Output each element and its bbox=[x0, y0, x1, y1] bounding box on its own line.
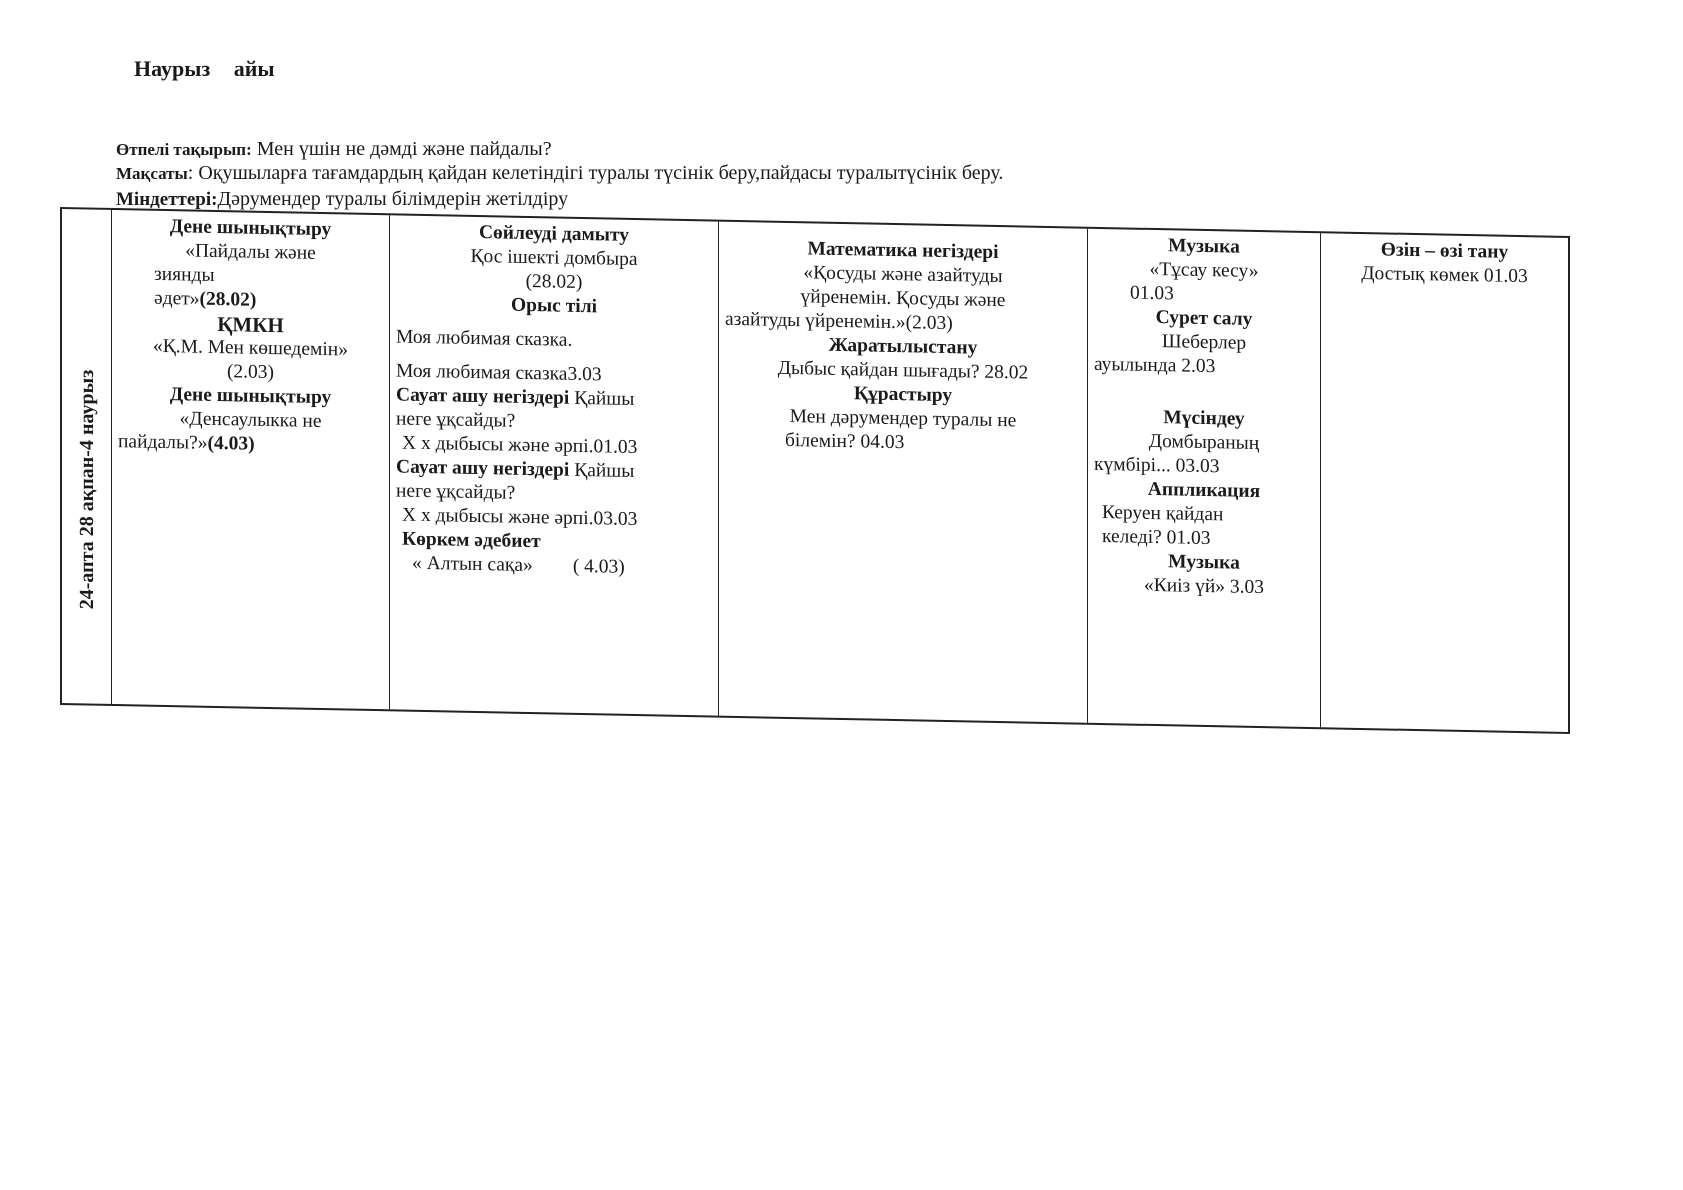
lesson-text: «Пайдалы және bbox=[185, 240, 316, 264]
lesson-text: зиянды bbox=[154, 263, 215, 286]
month-title: Наурыз айы bbox=[134, 56, 275, 81]
week-label: 24-апта 28 ақпан-4 наурыз bbox=[76, 369, 98, 610]
lesson-text bbox=[118, 286, 383, 315]
lesson-text: Дыбыс қайдан шығады? 28.02 bbox=[777, 357, 1029, 384]
tasks-value: Дәрумендер туралы білімдерін жетілдіру bbox=[217, 188, 569, 210]
lesson-text: Қос ішекті домбыра bbox=[470, 245, 638, 271]
lesson-text: «Қ.М. Мен көшедемін» bbox=[153, 335, 348, 361]
theme-label: Өтпелі тақырып: bbox=[116, 140, 252, 159]
subject-title: ҚМКН bbox=[217, 312, 284, 338]
lesson-text: Шеберлер bbox=[1161, 331, 1247, 354]
lesson-text-part: Қайшы bbox=[569, 459, 635, 483]
weekly-plan-table bbox=[60, 207, 1570, 734]
lesson-text: Мен дәрумендер туралы не bbox=[789, 406, 1017, 432]
lesson-text: Достық көмек 01.03 bbox=[1361, 262, 1528, 288]
lesson-text: неге ұқсайды? bbox=[396, 480, 516, 504]
lesson-text-part: Қайшы bbox=[569, 387, 635, 411]
subject-title: Сауат ашу негіздері bbox=[396, 384, 570, 409]
lesson-text: үйренемін. Қосуды және bbox=[800, 286, 1006, 312]
lesson-text: келеді? 01.03 bbox=[1102, 526, 1211, 550]
subject-title: Мүсіндеу bbox=[1163, 407, 1245, 430]
lesson-text: неге ұқсайды? bbox=[396, 408, 516, 432]
lesson-text: Моя любимая сказка. bbox=[396, 326, 573, 351]
column-1 bbox=[112, 210, 390, 709]
week-column bbox=[62, 209, 112, 704]
tasks-line bbox=[116, 188, 568, 211]
goal-label: Мақсаты bbox=[116, 164, 188, 183]
goal-value: : Оқушыларға тағамдардың қайдан келетіндігі туралы түсінік беру,пайдасы туралытүсінік беру. bbox=[187, 162, 1004, 184]
lesson-text: «Тұсау кесу» bbox=[1149, 258, 1259, 283]
subject-title: Сурет салу bbox=[1155, 307, 1253, 330]
column-4 bbox=[1088, 229, 1321, 727]
goal-line bbox=[116, 162, 1003, 185]
lesson-text: азайтуды үйренемін.»(2.03) bbox=[725, 308, 953, 335]
subject-title: Сөйлеуді дамыту bbox=[478, 222, 630, 246]
lesson-text: «Киіз үй» 3.03 bbox=[1143, 574, 1265, 599]
subject-title: Дене шынықтыру bbox=[169, 384, 332, 409]
subject-title: Орыс тілі bbox=[510, 294, 598, 318]
lesson-text bbox=[118, 430, 383, 459]
subject-title: Аппликация bbox=[1147, 478, 1261, 503]
theme-value: Мен үшін не дәмді және пайдалы? bbox=[256, 138, 552, 160]
lesson-date: (4.03) bbox=[207, 432, 255, 455]
column-3 bbox=[719, 222, 1088, 723]
theme-line bbox=[116, 138, 552, 161]
column-5 bbox=[1321, 233, 1568, 732]
lesson-text bbox=[396, 551, 712, 581]
lesson-text-part: әдет» bbox=[154, 287, 200, 310]
lesson-text: күмбірі... 03.03 bbox=[1094, 453, 1220, 478]
subject-title: Өзін – өзі тану bbox=[1380, 239, 1509, 263]
subject-title: Сауат ашу негіздері bbox=[396, 456, 570, 481]
lesson-text: ауылында 2.03 bbox=[1094, 353, 1216, 378]
lesson-text: Домбыраның bbox=[1148, 430, 1260, 455]
lesson-text: «Денсаулыкка не bbox=[179, 408, 322, 433]
lesson-text: Х х дыбысы және әрпі.03.03 bbox=[402, 504, 638, 531]
lesson-text: «Қосуды және азайтуды bbox=[803, 262, 1003, 288]
column-2 bbox=[390, 215, 719, 715]
lesson-date: 01.03 bbox=[1130, 282, 1174, 305]
lesson-text: Моя любимая сказка3.03 bbox=[396, 360, 602, 386]
lesson-date: (2.03) bbox=[226, 361, 275, 384]
lesson-text-part: « Алтын сақа» bbox=[412, 552, 533, 577]
lesson-text-part: пайдалы?» bbox=[118, 431, 208, 454]
subject-title: Математика негіздері bbox=[807, 238, 999, 264]
lesson-text: Х х дыбысы және әрпі.01.03 bbox=[402, 432, 638, 459]
lesson-text: білемін? 04.03 bbox=[785, 429, 905, 454]
lesson-date: (28.02) bbox=[525, 270, 583, 294]
subject-title: Жаратылыстану bbox=[828, 334, 978, 359]
subject-title: Дене шынықтыру bbox=[169, 216, 332, 241]
lesson-text: Керуен қайдан bbox=[1102, 502, 1224, 526]
subject-title: Музыка bbox=[1168, 551, 1240, 574]
subject-title: Көркем әдебиет bbox=[402, 528, 541, 553]
subject-title: Музыка bbox=[1168, 235, 1240, 258]
tasks-label: Міндеттері: bbox=[116, 189, 218, 210]
lesson-date: (28.02) bbox=[199, 288, 257, 311]
lesson-date: ( 4.03) bbox=[572, 555, 625, 578]
subject-title: Құрастыру bbox=[853, 383, 953, 407]
